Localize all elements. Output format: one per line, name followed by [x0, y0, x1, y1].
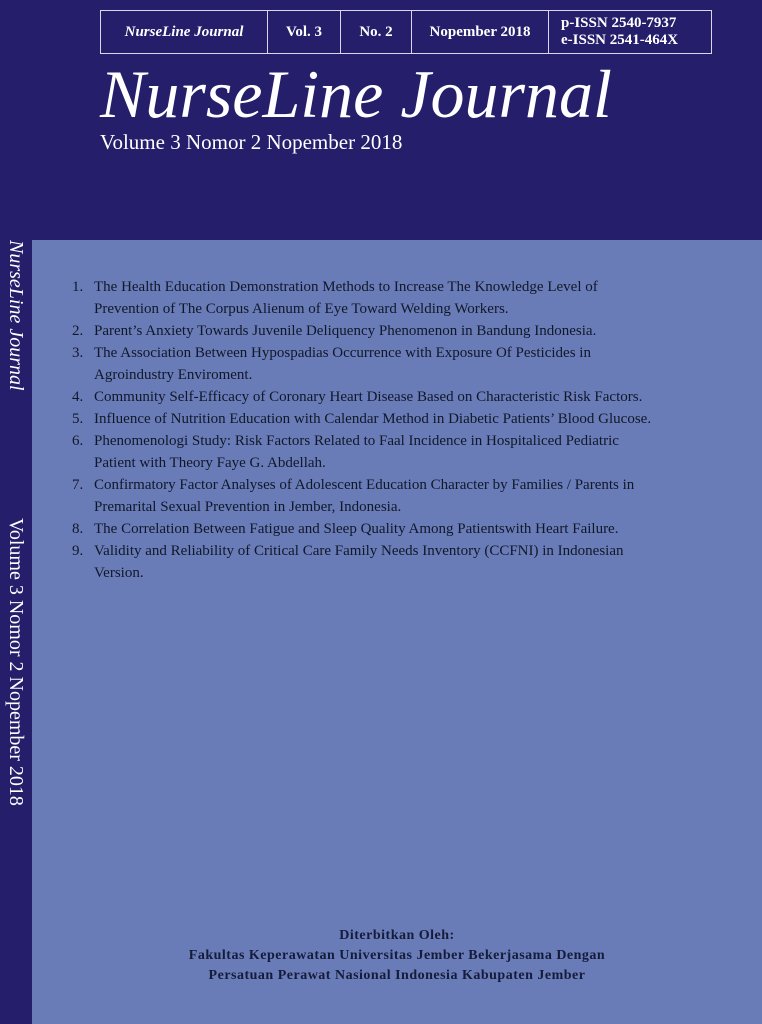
- toc-item-line: Prevention of The Corpus Alienum of Eye Toward Welding Workers.: [94, 301, 509, 317]
- toc-item-line: Agroindustry Enviroment.: [94, 367, 253, 383]
- info-bar: [100, 10, 712, 54]
- toc-item-line: Premarital Sexual Prevention in Jember, Indonesia.: [94, 499, 402, 515]
- toc-item-line: Version.: [94, 565, 144, 581]
- info-issn: [549, 11, 711, 53]
- toc-item-line: The Association Between Hypospadias Occurrence with Exposure Of Pesticides in: [94, 345, 591, 361]
- toc-item: [72, 430, 742, 474]
- cover-header: [0, 0, 762, 240]
- cover-body: [32, 240, 762, 1024]
- publisher-line-1: Fakultas Keperawatan Universitas Jember Bekerjasama Dengan: [188, 948, 606, 963]
- info-number: No. 2: [341, 11, 412, 53]
- journal-title: NurseLine Journal: [100, 56, 612, 132]
- info-volume: Vol. 3: [268, 11, 341, 53]
- toc-item-line: Influence of Nutrition Education with Calendar Method in Diabetic Patients’ Blood Glucose.: [94, 411, 652, 427]
- toc-item: [72, 342, 742, 386]
- toc-item-line: Patient with Theory Faye G. Abdellah.: [94, 455, 326, 471]
- info-journal-name: NurseLine Journal: [101, 11, 268, 53]
- toc-item: [72, 474, 742, 518]
- spine-title: NurseLine Journal: [5, 240, 27, 391]
- toc-item-number: 5.: [72, 411, 84, 427]
- toc-item-line: Parent’s Anxiety Towards Juvenile Deliquency Phenomenon in Bandung Indonesia.: [94, 323, 597, 339]
- toc-item-number: 7.: [72, 477, 84, 493]
- p-issn: p-ISSN 2540-7937: [561, 15, 677, 31]
- toc-item-number: 9.: [72, 543, 84, 559]
- e-issn: e-ISSN 2541-464X: [561, 32, 679, 48]
- toc-item-line: Validity and Reliability of Critical Care Family Needs Inventory (CCFNI) in Indonesian: [94, 543, 624, 559]
- publisher-block: [32, 926, 762, 986]
- toc-item: [72, 408, 742, 430]
- toc-item: [72, 518, 742, 540]
- toc-item-line: The Health Education Demonstration Methods to Increase The Knowledge Level of: [94, 279, 598, 295]
- toc-item-number: 2.: [72, 323, 84, 339]
- toc-item-number: 8.: [72, 521, 84, 537]
- toc-item-number: 3.: [72, 345, 84, 361]
- spine-volume: Volume 3 Nomor 2 Nopember 2018: [5, 518, 27, 806]
- info-date: Nopember 2018: [412, 11, 549, 53]
- issue-subtitle: Volume 3 Nomor 2 Nopember 2018: [100, 130, 403, 154]
- publisher-line-2: Persatuan Perawat Nasional Indonesia Kabupaten Jember: [208, 968, 586, 983]
- toc-item-number: 6.: [72, 433, 84, 449]
- toc-item-line: Community Self-Efficacy of Coronary Heart Disease Based on Characteristic Risk Factors.: [94, 389, 643, 405]
- toc-item-number: 4.: [72, 389, 84, 405]
- toc-item: [72, 386, 742, 408]
- toc-item-number: 1.: [72, 279, 84, 295]
- toc-item-line: Phenomenologi Study: Risk Factors Related to Faal Incidence in Hospitaliced Pediatric: [94, 433, 619, 449]
- toc-item: [72, 540, 742, 584]
- toc-item: [72, 276, 742, 320]
- toc-item-line: Confirmatory Factor Analyses of Adolescent Education Character by Families / Parents in: [94, 477, 635, 493]
- toc-item-line: The Correlation Between Fatigue and Sleep Quality Among Patientswith Heart Failure.: [94, 521, 619, 537]
- publisher-heading: Diterbitkan Oleh:: [339, 928, 455, 943]
- table-of-contents: [72, 276, 742, 584]
- toc-item: [72, 320, 742, 342]
